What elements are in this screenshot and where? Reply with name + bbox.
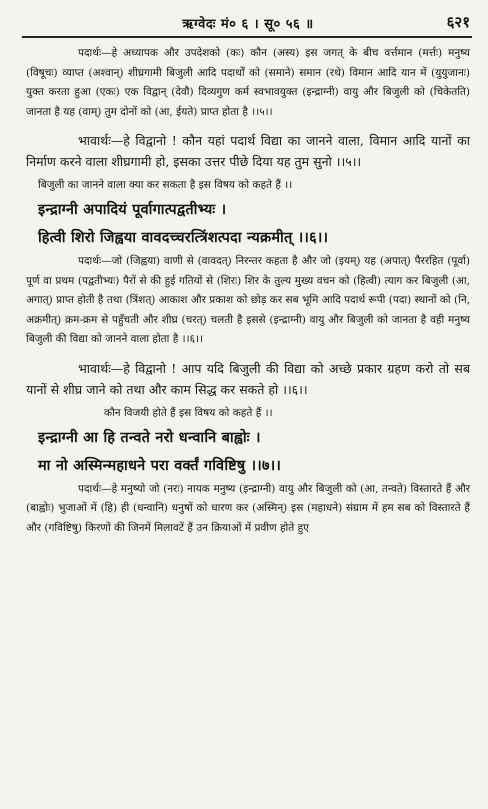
mantra-6-line-2: हित्वी शिरो जिह्वया वावदच्चरत्त्रिंशत्पदा न्यक्रमीत् ।।६।। bbox=[38, 229, 329, 246]
mantra-7-intro: कौन विजयी होते हैं इस विषय को कहते हैं ।। bbox=[104, 406, 273, 419]
padartha-5: पदार्थः—हे अध्यापक और उपदेशको (कः) कौन (अस्य) इस जगत् के बीच वर्त्तमान (मर्त्तः) मनुष्य (विषूचः) व्याप्त (अश्वान्) शीघ्रगामी बिजुली आदि पदार्थों को (समाने) समान (रथे) विमान आदि यान में (युयुजानः) युक्त करता हुआ (एकः) एक विद्वान् (देवौ) दिव्यगुण कर्म स्वभावयुक्त (इन्द्राग्नी) वायु और बिजुली को (चिकेतति) जानता है यह (वाम्) तुम दोनों को (आ, ईयते) प्राप्त होता है ।।५।। bbox=[26, 47, 470, 118]
page-header bbox=[26, 0, 470, 36]
padartha-6: पदार्थः—जो (जिह्वया) वाणी से (वावदत्) निरन्तर कहता है और जो (इयम्) यह (अपात्) पैररहित (पूर्वा) पूर्ण वा प्रथम (पद्वतीभ्यः) पैरों से की हुई गतियों से (शिरः) शिर के तुल्य मुख्य वचन को (हित्वी) त्याग कर बिजुली (आ, अगात्) प्राप्त होती है तथा (त्रिंशत्) आकाश और प्रकाश को छोड़ कर सब भूमि आदि पदार्थ रूपी (पदा) स्थानों को (नि, अक्रमीत्) क्रम-क्रम से पहुँचती और शीघ्र (चरत्) चलती है इससे (इन्द्राग्नी) वायु और बिजुली को जानता है वही मनुष्य बिजुली की विद्या को जानने वाला होता है ।।६।। bbox=[26, 255, 470, 345]
page-number: ६२१ bbox=[446, 13, 470, 31]
mantra-6-line-1: इन्द्राग्नी अपादियं पूर्वागात्पद्वतीभ्यः । bbox=[38, 201, 227, 218]
bhavartha-6: भावार्थः—हे विद्वानो ! आप यदि बिजुली की विद्या को अच्छे प्रकार ग्रहण करो तो सब यानों से शीघ्र जाने को तथा और काम सिद्ध कर सकते हो ।।६।। bbox=[26, 360, 470, 397]
bhavartha-5: भावार्थः—हे विद्वानो ! कौन यहां पदार्थ विद्या का जानने वाला, विमान आदि यानों का निर्माण करने वाला शीघ्रगामी हो, इसका उत्तर पीछे दिया यह तुम सुनो ।।५।। bbox=[26, 133, 470, 169]
mantra-6-intro: बिजुली का जानने वाला क्या कर सकता है इस विषय को कहते हैं ।। bbox=[38, 179, 293, 191]
running-title: ऋग्वेदः मं० ६ । सू० ५६ ॥ bbox=[182, 17, 314, 32]
padartha-7: पदार्थः—हे मनुष्यो जो (नरः) नायक मनुष्य (इन्द्राग्नी) वायु और बिजुली को (आ, तन्वते) विस्तारते हैं और (बाह्वोः) भुजाओं में (हि) ही (धन्वानि) धनुषों को धारण कर (अस्मिन्) इस (महाधने) संग्राम में हम सब को विस्तारते हैं और (गविष्टिषु) किरणों की जिनमें मिलावटें हैं उन क्रियाओं में प्रवीण होते हुए bbox=[26, 482, 470, 534]
mantra-7-line-2: मा नो अस्मिन्महाधने परा वर्क्तं गविष्टिषु ।।७।। bbox=[38, 456, 282, 474]
mantra-7-line-1: इन्द्राग्नी आ हि तन्वते नरो धन्वानि बाह्वोः । bbox=[38, 428, 261, 446]
header-rule bbox=[22, 36, 472, 38]
